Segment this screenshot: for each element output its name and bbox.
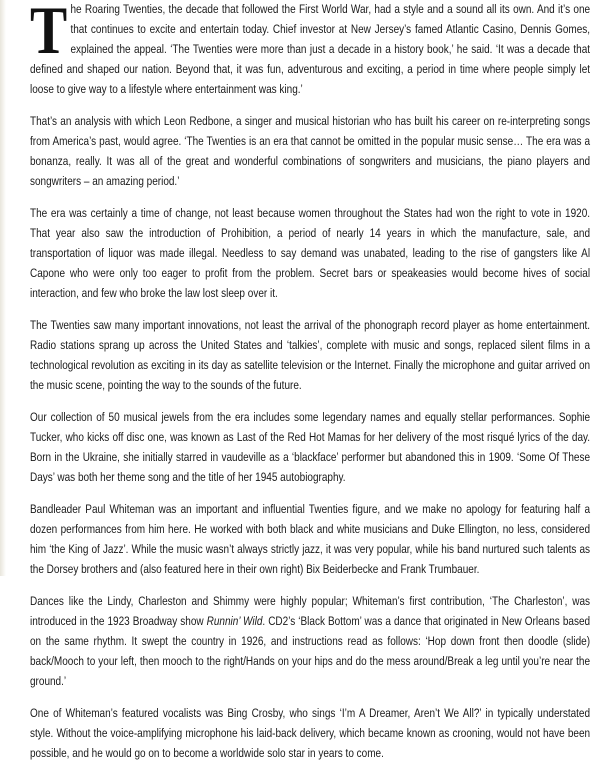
paragraph-4: The Twenties saw many important innovations, not least the arrival of the phonograph record player as home entertainment. Radio stations sprang up across the United States and ‘talkies’, complete with music and songs, replaced silent films in a technological revolution as exciting in its day as satellite television or the Internet. Finally the microphone and guitar arrived on the music scene, pointing the way to the sounds of the future. <box>30 318 591 392</box>
paragraph-3: The era was certainly a time of change, not least because women throughout the States had won the right to vote in 1920. That year also saw the introduction of Prohibition, a period of nearly 14 years in which the manufacture, sale, and transportation of liquor was made illegal. Needless to say demand was unabated, leading to the rise of gangsters like Al Capone who were only too eager to profit from the problem. Secret bars or speakeasies would become hives of social interaction, and few who broke the law lost sleep over it. <box>30 206 591 300</box>
paragraph-1 <box>30 0 590 99</box>
paragraph-6: Bandleader Paul Whiteman was an important and influential Twenties figure, and we make no apology for featuring half a dozen performances from him here. He worked with both black and white musicians and Duke Ellington, no less, considered him ‘the King of Jazz’. While the music wasn’t always strictly jazz, it was very popular, while his band nurtured such talents as the Dorsey brothers and (also featured here in their own right) Bix Beiderbecke and Frank Trumbauer. <box>30 502 591 576</box>
paragraph-7-text-b: . CD2’s ‘Black Bottom’ was a dance that originated in New Orleans based on the same rhythm. It swept the country in 1926, and instructions read as follows: ‘Hop down front then doodle (slide) back/Mooch to your left, then mooch to the right/Hands on your hips and do the mess around/Break a leg until you’re near the ground.’ <box>30 614 591 688</box>
paragraph-1-text: he Roaring Twenties, the decade that followed the First World War, had a style and a sound all its own. And it’s one that continues to excite and entertain today. Chief investor at New Jersey’s famed Atlantic Casino, Dennis Gomes, explained the appeal. ‘The Twenties were more than just a decade in a history book,’ he said. ‘It was a decade that defined and shaped our nation. Beyond that, it was fun, adventurous and exciting, a period in time where people simply let loose to give way to a lifestyle where entertainment was king.’ <box>30 2 591 96</box>
paragraph-2: That’s an analysis with which Leon Redbone, a singer and musical historian who has built his career on re-interpreting songs from America’s past, would agree. ‘The Twenties is an era that cannot be omitted in the popular music sense… The era was a bonanza, really. It was all of the great and wonderful combinations of songwriters and musicians, the piano players and songwriters – an amazing period.’ <box>30 114 591 188</box>
paragraph-7 <box>30 591 590 691</box>
paragraph-8: One of Whiteman’s featured vocalists was Bing Crosby, who sings ‘I’m A Dreamer, Aren’t We All?’ in typically understated style. Without the voice-amplifying microphone his laid-back delivery, which became known as crooning, would not have been possible, and he would go on to become a worldwide solo star in years to come. <box>30 706 591 760</box>
drop-cap: T <box>30 0 68 68</box>
article-body <box>30 0 590 775</box>
paragraph-7-text-a: Dances like the Lindy, Charleston and Shimmy were highly popular; Whiteman’s first contribution, ‘The Charleston’, was introduced in the 1923 Broadway show <box>30 594 591 628</box>
paragraph-5: Our collection of 50 musical jewels from the era includes some legendary names and equally stellar performances. Sophie Tucker, who kicks off disc one, was known as Last of the Red Hot Mamas for her delivery of the most risqué lyrics of the day. Born in the Ukraine, she initially starred in vaudeville as a ‘blackface’ performer but abandoned this in 1909. ‘Some Of These Days’ was both her theme song and the title of her 1945 autobiography. <box>30 410 591 484</box>
page-edge <box>0 0 6 576</box>
show-title: Runnin’ Wild <box>206 614 263 628</box>
